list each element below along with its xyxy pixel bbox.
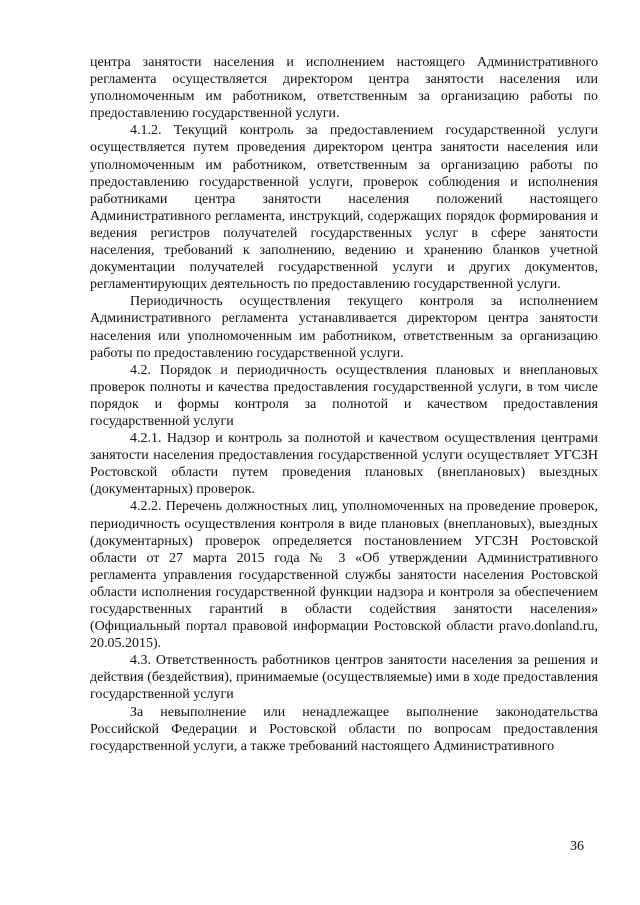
paragraph-4-2-1: 4.2.1. Надзор и контроль за полнотой и качеством осуществления центрами занятости населения предоставления государственной услуги осуществляет УГСЗН Ростовской области путем проведения плановых (внеплановых) выездных (документарных) проверок. [90, 431, 598, 498]
paragraph-liability: За невыполнение или ненадлежащее выполнение законодательства Российской Федерации и Ростовской области по вопросам предоставления государственной услуги, а также требований настоящего Административного [90, 704, 598, 754]
section-heading-4-3: 4.3. Ответственность работников центров занятости населения за решения и действия (бездействия), принимаемые (осуществляемые) ими в ходе предоставления государственной услуги [90, 653, 598, 703]
section-heading-4-2: 4.2. Порядок и периодичность осуществления плановых и внеплановых проверок полноты и качества предоставления государственной услуги, в том числе порядок и формы контроля за полнотой и качеством предоставления государственной услуги [90, 362, 598, 429]
paragraph-periodicity: Периодичность осуществления текущего контроля за исполнением Административного регламента устанавливается директором центра занятости населения или уполномоченным им работником, ответственным за организацию работы по предоставлению государственной услуги. [90, 294, 598, 361]
paragraph-4-1-2: 4.1.2. Текущий контроль за предоставлением государственной услуги осуществляется путем проведения директором центра занятости населения или уполномоченным им работником, ответственным за организацию работы по предоставлению государственной услуги, проверок соблюдения и исполнения работниками центра занятости населения положений настоящего Административного регламента, инструкций, содержащих порядок формирования и ведения регистров получателей государственных услуг в сфере занятости населения, требований к заполнению, ведению и хранению бланков учетной документации получателей государственной услуги и других документов, регламентирующих деятельность по предоставлению государственной услуги. [90, 123, 598, 293]
document-page [90, 54, 598, 755]
page-number: 36 [570, 839, 584, 854]
paragraph-continuation: центра занятости населения и исполнением настоящего Административного регламента осуществляется директором центра занятости населения или уполномоченным им работником, ответственным за организацию работы по предоставлению государственной услуги. [90, 55, 598, 122]
paragraph-4-2-2: 4.2.2. Перечень должностных лиц, уполномоченных на проведение проверок, периодичность осуществления контроля в виде плановых (внеплановых), выездных (документарных) проверок определяется постановлением УГСЗН Ростовской области от 27 марта 2015 года № 3 «Об утверждении Административного регламента управления государственной службы занятости населения Ростовской области исполнения государственной функции надзора и контроля за обеспечением государственных гарантий в области содействия занятости населения» (Официальный портал правовой информации Ростовской области pravo.donland.ru, 20.05.2015). [90, 499, 598, 652]
